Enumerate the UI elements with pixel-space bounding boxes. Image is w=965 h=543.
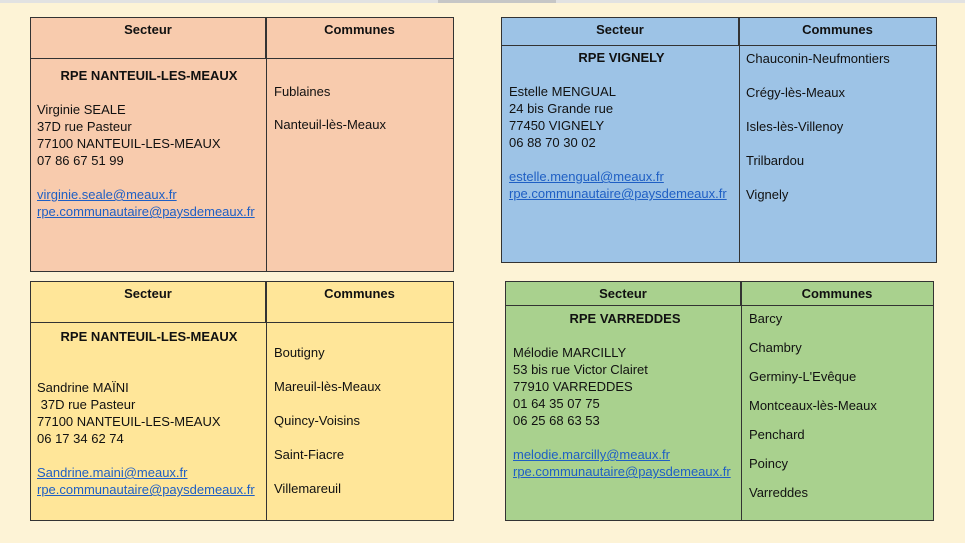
commune-item: Varreddes	[749, 485, 809, 500]
contact-name: Estelle MENGUAL	[509, 84, 616, 99]
contact-phone: 06 17 34 62 74	[37, 431, 124, 446]
commune-item: Villemareuil	[274, 481, 341, 496]
contact-city: 77100 NANTEUIL-LES-MEAUX	[37, 136, 221, 151]
commune-item: Montceaux-lès-Meaux	[749, 398, 877, 413]
contact-street: 37D rue Pasteur	[37, 397, 136, 412]
commune-item: Trilbardou	[746, 153, 805, 168]
email-link[interactable]: rpe.communautaire@paysdemeaux.fr	[509, 186, 727, 201]
secteur-title: RPE VARREDDES	[569, 311, 681, 326]
contact-city: 77450 VIGNELY	[509, 118, 605, 133]
contact-name: Mélodie MARCILLY	[513, 345, 627, 360]
contact-street: 37D rue Pasteur	[37, 119, 132, 134]
commune-item: Vignely	[746, 187, 789, 202]
contact-street: 53 bis rue Victor Clairet	[513, 362, 648, 377]
header-secteur: Secteur	[31, 282, 266, 323]
email-link[interactable]: rpe.communautaire@paysdemeaux.fr	[37, 482, 255, 497]
contact-phone: 06 88 70 30 02	[509, 135, 596, 150]
column-divider	[266, 18, 267, 271]
commune-item: Chambry	[749, 340, 802, 355]
header-communes: Communes	[741, 282, 933, 306]
commune-item: Barcy	[749, 311, 783, 326]
commune-item: Poincy	[749, 456, 789, 471]
contact-city: 77910 VARREDDES	[513, 379, 633, 394]
card-varreddes	[505, 281, 934, 521]
commune-item: Saint-Fiacre	[274, 447, 345, 462]
email-link[interactable]: rpe.communautaire@paysdemeaux.fr	[37, 204, 255, 219]
header-communes: Communes	[266, 282, 453, 323]
commune-item: Nanteuil-lès-Meaux	[274, 117, 386, 132]
contact-name: Virginie SEALE	[37, 102, 126, 117]
contact-street: 24 bis Grande rue	[509, 101, 614, 116]
contact-phone: 07 86 67 51 99	[37, 153, 124, 168]
commune-item: Fublaines	[274, 84, 331, 99]
contact-phone: 06 25 68 63 53	[513, 413, 600, 428]
header-secteur: Secteur	[502, 18, 739, 46]
commune-item: Mareuil-lès-Meaux	[274, 379, 381, 394]
contact-city: 77100 NANTEUIL-LES-MEAUX	[37, 414, 221, 429]
secteur-cell	[37, 67, 261, 220]
card-nanteuil-1	[30, 17, 454, 272]
header-communes: Communes	[266, 18, 453, 59]
email-link[interactable]: Sandrine.maini@meaux.fr	[37, 465, 188, 480]
header-secteur: Secteur	[506, 282, 741, 306]
secteur-title: RPE NANTEUIL-LES-MEAUX	[60, 329, 238, 344]
commune-item: Isles-lès-Villenoy	[746, 119, 844, 134]
email-link[interactable]: rpe.communautaire@paysdemeaux.fr	[513, 464, 731, 479]
secteur-cell	[37, 328, 261, 498]
column-divider	[739, 18, 740, 262]
card-vignely	[501, 17, 937, 263]
column-divider	[741, 282, 742, 520]
contact-phone: 01 64 35 07 75	[513, 396, 600, 411]
header-secteur: Secteur	[31, 18, 266, 59]
email-link[interactable]: melodie.marcilly@meaux.fr	[513, 447, 670, 462]
top-scroll-bar	[0, 0, 965, 3]
secteur-title: RPE NANTEUIL-LES-MEAUX	[60, 68, 238, 83]
top-bar-segment	[438, 0, 556, 3]
header-communes: Communes	[739, 18, 936, 46]
commune-item: Boutigny	[274, 345, 325, 360]
commune-item: Penchard	[749, 427, 805, 442]
commune-item: Chauconin-Neufmontiers	[746, 51, 890, 66]
secteur-title: RPE VIGNELY	[578, 50, 665, 65]
commune-item: Crégy-lès-Meaux	[746, 85, 845, 100]
secteur-cell	[509, 49, 734, 202]
email-link[interactable]: virginie.seale@meaux.fr	[37, 187, 177, 202]
column-divider	[266, 282, 267, 520]
commune-item: Quincy-Voisins	[274, 413, 360, 428]
secteur-cell	[513, 310, 737, 480]
commune-item: Germiny-L'Evêque	[749, 369, 857, 384]
email-link[interactable]: estelle.mengual@meaux.fr	[509, 169, 664, 184]
contact-name: Sandrine MAÏNI	[37, 380, 129, 395]
card-nanteuil-2	[30, 281, 454, 521]
